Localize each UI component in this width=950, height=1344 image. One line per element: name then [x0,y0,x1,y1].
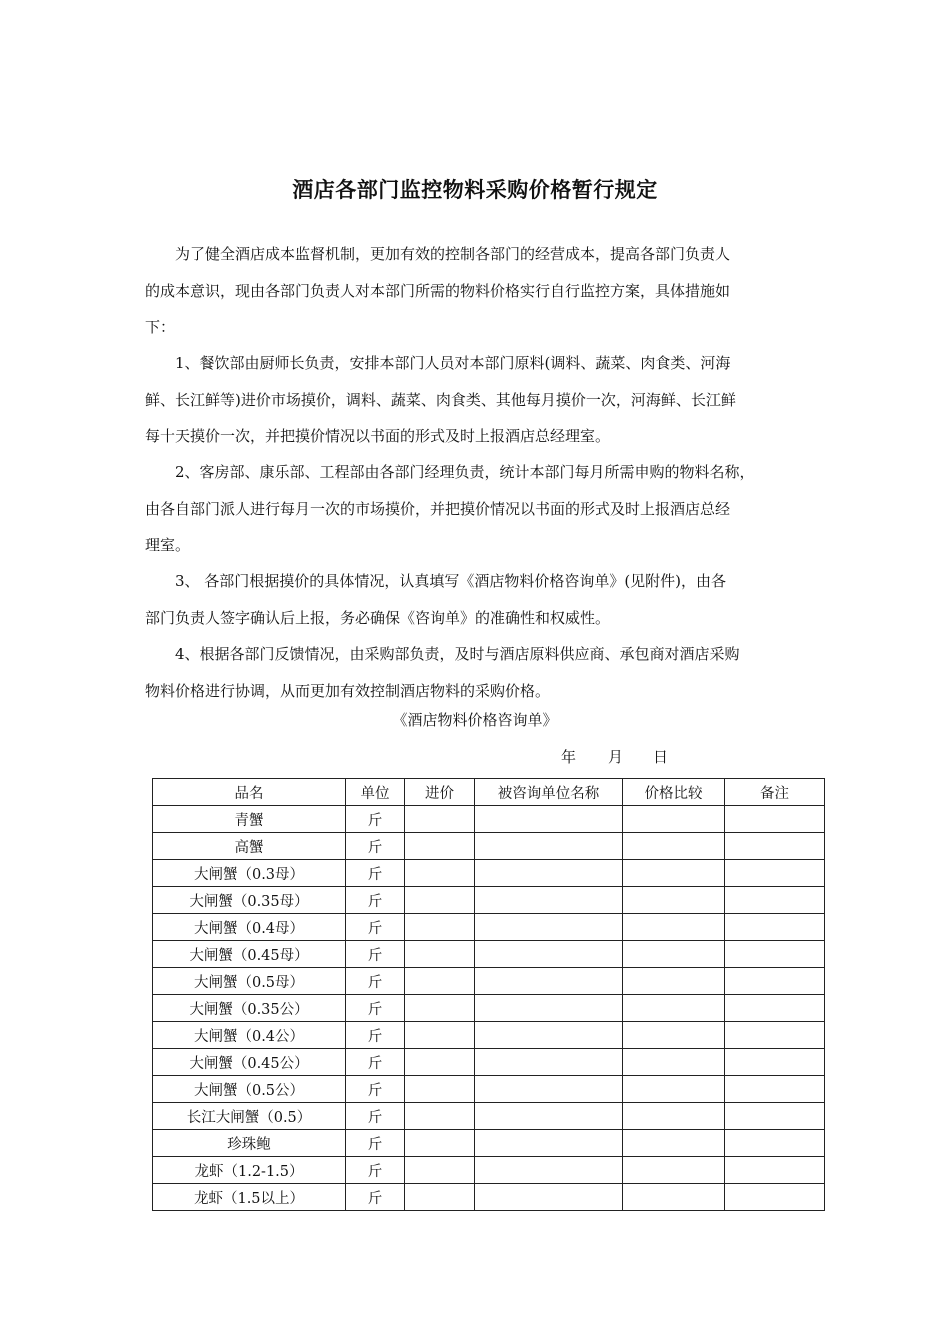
unit-cell: 斤 [346,833,405,860]
unit-cell: 斤 [346,1049,405,1076]
supplier-name-cell[interactable] [475,941,623,968]
purchase-price-cell[interactable] [405,833,475,860]
form-title: 《酒店物料价格咨询单》 [392,711,558,729]
price-comparison-cell[interactable] [623,995,725,1022]
supplier-name-cell[interactable] [475,1049,623,1076]
price-comparison-cell[interactable] [623,1130,725,1157]
unit-cell: 斤 [346,1130,405,1157]
unit-cell: 斤 [346,860,405,887]
remarks-cell[interactable] [725,995,825,1022]
remarks-cell[interactable] [725,1022,825,1049]
intro-paragraph [145,236,813,346]
item-1-paragraph [145,345,813,455]
unit-cell: 斤 [346,1184,405,1211]
supplier-name-cell[interactable] [475,1130,623,1157]
item-name-cell: 龙虾（1.5以上） [153,1184,346,1211]
remarks-cell[interactable] [725,941,825,968]
price-comparison-cell[interactable] [623,1076,725,1103]
price-comparison-cell[interactable] [623,1022,725,1049]
item-1-line: 每十天摸价一次，并把摸价情况以书面的形式及时上报酒店总经理室。 [145,427,611,445]
supplier-name-cell[interactable] [475,833,623,860]
header-purchase-price: 进价 [405,779,475,806]
unit-cell: 斤 [346,941,405,968]
item-3-line: 部门负责人签字确认后上报，务必确保《咨询单》的准确性和权威性。 [145,608,611,627]
item-name-cell: 大闸蟹（0.4公） [153,1022,346,1049]
remarks-cell[interactable] [725,914,825,941]
table-row [153,995,825,1022]
remarks-cell[interactable] [725,1076,825,1103]
table-row [153,887,825,914]
header-name: 品名 [153,779,346,806]
intro-line: 的成本意识，现由各部门负责人对本部门所需的物料价格实行自行监控方案，具体措施如 [145,281,731,300]
unit-cell: 斤 [346,887,405,914]
unit-cell: 斤 [346,968,405,995]
supplier-name-cell[interactable] [475,887,623,914]
table-row [153,833,825,860]
supplier-name-cell[interactable] [475,1076,623,1103]
table-row [153,1103,825,1130]
purchase-price-cell[interactable] [405,1076,475,1103]
item-name-cell: 大闸蟹（0.5母） [153,968,346,995]
supplier-name-cell[interactable] [475,995,623,1022]
price-comparison-cell[interactable] [623,968,725,995]
price-comparison-cell[interactable] [623,1184,725,1211]
purchase-price-cell[interactable] [405,806,475,833]
supplier-name-cell[interactable] [475,968,623,995]
item-2-line: 由各自部门派人进行每月一次的市场摸价，并把摸价情况以书面的形式及时上报酒店总经 [145,499,731,518]
item-2-line: 理室。 [145,536,191,554]
purchase-price-cell[interactable] [405,1103,475,1130]
table-row [153,1157,825,1184]
item-name-cell: 大闸蟹（0.35母） [153,887,346,914]
remarks-cell[interactable] [725,1049,825,1076]
purchase-price-cell[interactable] [405,995,475,1022]
table-row [153,1076,825,1103]
item-4-paragraph [145,636,813,709]
price-comparison-cell[interactable] [623,914,725,941]
date-day: 日 [653,748,669,766]
table-row [153,941,825,968]
item-2-line: 2、客房部、康乐部、工程部由各部门经理负责，统计本部门每月所需申购的物料名称， [175,463,755,481]
table-row [153,968,825,995]
supplier-name-cell[interactable] [475,1157,623,1184]
unit-cell: 斤 [346,1103,405,1130]
remarks-cell[interactable] [725,1130,825,1157]
unit-cell: 斤 [346,1076,405,1103]
item-4-line: 物料价格进行协调，从而更加有效控制酒店物料的采购价格。 [145,681,551,700]
table-row [153,806,825,833]
price-comparison-cell[interactable] [623,833,725,860]
date-year: 年 [561,748,577,766]
table-row [153,1184,825,1211]
intro-line: 为了健全酒店成本监督机制，更加有效的控制各部门的经营成本，提高各部门负责人 [175,245,731,263]
purchase-price-cell[interactable] [405,1022,475,1049]
item-name-cell: 龙虾（1.2-1.5） [153,1157,346,1184]
item-name-cell: 大闸蟹（0.45母） [153,941,346,968]
item-name-cell: 大闸蟹（0.35公） [153,995,346,1022]
unit-cell: 斤 [346,1022,405,1049]
remarks-cell[interactable] [725,968,825,995]
supplier-name-cell[interactable] [475,860,623,887]
remarks-cell[interactable] [725,806,825,833]
remarks-cell[interactable] [725,887,825,914]
purchase-price-cell[interactable] [405,941,475,968]
price-comparison-cell[interactable] [623,887,725,914]
purchase-price-cell[interactable] [405,968,475,995]
price-inquiry-table [152,778,825,1211]
price-comparison-cell[interactable] [623,941,725,968]
header-price-comparison: 价格比较 [623,779,725,806]
purchase-price-cell[interactable] [405,860,475,887]
unit-cell: 斤 [346,806,405,833]
item-3-paragraph [145,563,813,636]
remarks-cell[interactable] [725,1157,825,1184]
table-row [153,860,825,887]
item-name-cell: 大闸蟹（0.4母） [153,914,346,941]
item-name-cell: 大闸蟹（0.3母） [153,860,346,887]
purchase-price-cell[interactable] [405,1184,475,1211]
item-2-paragraph [145,454,813,564]
item-name-cell: 青蟹 [153,806,346,833]
purchase-price-cell[interactable] [405,914,475,941]
intro-line: 下： [145,318,176,336]
table-row [153,1049,825,1076]
table-row [153,914,825,941]
price-comparison-cell[interactable] [623,1049,725,1076]
remarks-cell[interactable] [725,1184,825,1211]
remarks-cell[interactable] [725,833,825,860]
item-name-cell: 长江大闸蟹（0.5） [153,1103,346,1130]
table-header-row [153,779,825,806]
price-comparison-cell[interactable] [623,1103,725,1130]
supplier-name-cell[interactable] [475,806,623,833]
header-remarks: 备注 [725,779,825,806]
remarks-cell[interactable] [725,1103,825,1130]
price-comparison-cell[interactable] [623,1157,725,1184]
table-row [153,1022,825,1049]
supplier-name-cell[interactable] [475,1103,623,1130]
header-supplier-name: 被咨询单位名称 [475,779,623,806]
purchase-price-cell[interactable] [405,1049,475,1076]
item-name-cell: 珍珠鲍 [153,1130,346,1157]
purchase-price-cell[interactable] [405,1157,475,1184]
price-comparison-cell[interactable] [623,860,725,887]
document-title: 酒店各部门监控物料采购价格暂行规定 [292,178,658,202]
item-name-cell: 高蟹 [153,833,346,860]
purchase-price-cell[interactable] [405,887,475,914]
supplier-name-cell[interactable] [475,1184,623,1211]
table-row [153,1130,825,1157]
header-unit: 单位 [346,779,405,806]
unit-cell: 斤 [346,914,405,941]
supplier-name-cell[interactable] [475,914,623,941]
item-3-line: 3、 各部门根据摸价的具体情况，认真填写《酒店物料价格咨询单》(见附件)，由各 [175,572,727,590]
date-month: 月 [608,748,624,766]
price-comparison-cell[interactable] [623,806,725,833]
purchase-price-cell[interactable] [405,1130,475,1157]
remarks-cell[interactable] [725,860,825,887]
unit-cell: 斤 [346,995,405,1022]
item-name-cell: 大闸蟹（0.45公） [153,1049,346,1076]
item-1-line: 鲜、长江鲜等)进价市场摸价，调料、蔬菜、肉食类、其他每月摸价一次，河海鲜、长江鲜 [145,390,736,409]
item-1-line: 1、餐饮部由厨师长负责，安排本部门人员对本部门原料(调料、蔬菜、肉食类、河海 [175,354,731,372]
unit-cell: 斤 [346,1157,405,1184]
item-4-line: 4、根据各部门反馈情况，由采购部负责，及时与酒店原料供应商、承包商对酒店采购 [175,645,740,663]
supplier-name-cell[interactable] [475,1022,623,1049]
item-name-cell: 大闸蟹（0.5公） [153,1076,346,1103]
